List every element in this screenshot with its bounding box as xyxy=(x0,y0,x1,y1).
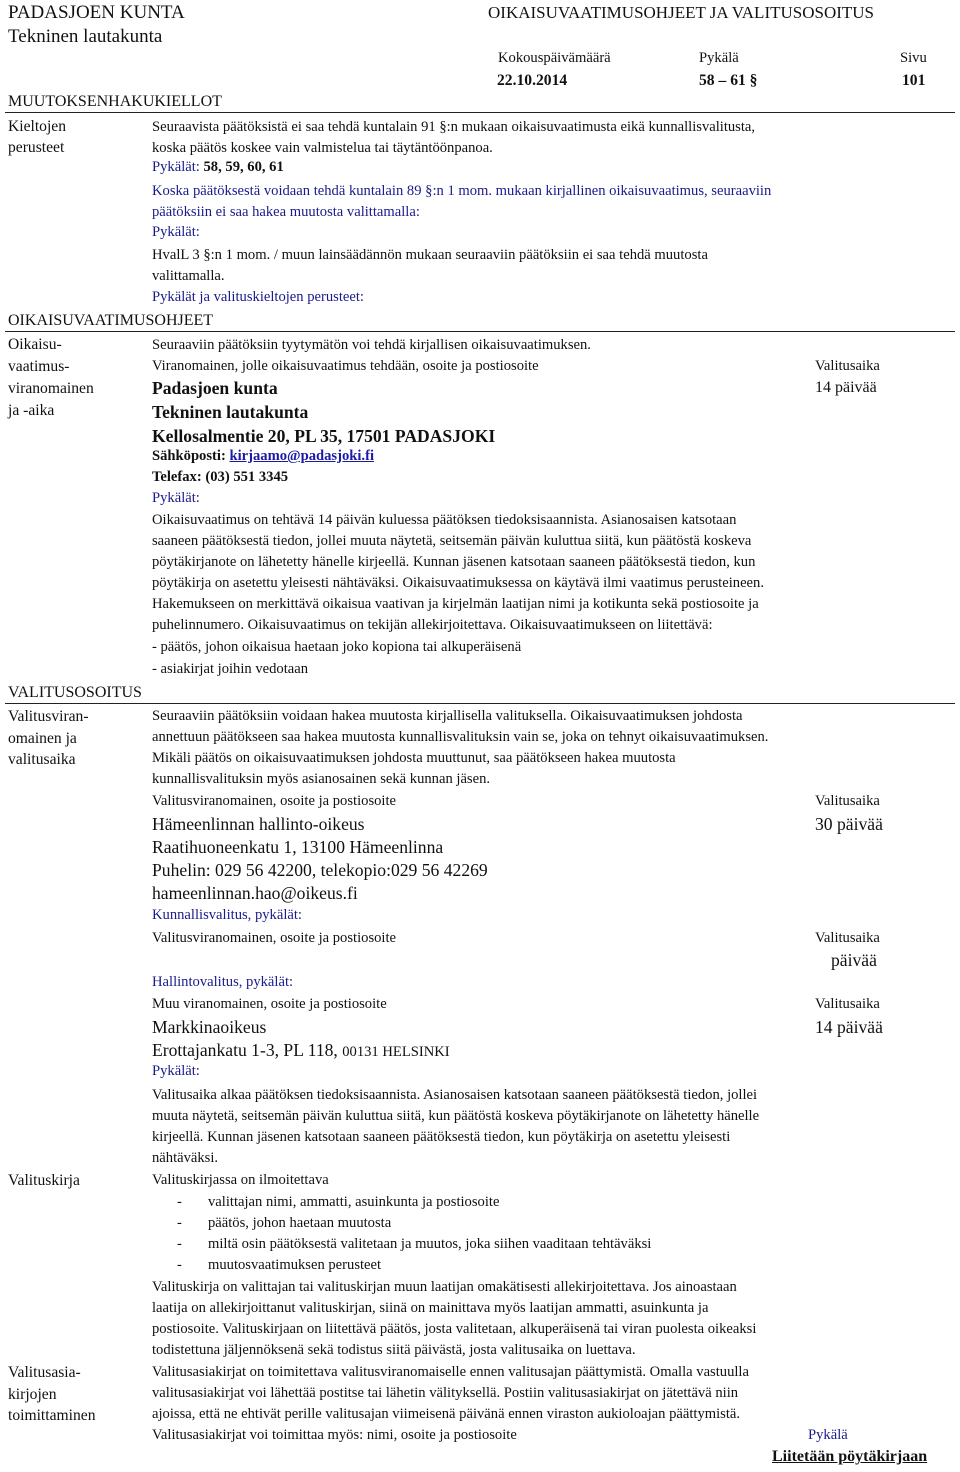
deadline-label: Valitusaika xyxy=(815,358,880,374)
deadline-value: 30 päivää xyxy=(815,814,883,834)
meeting-date: 22.10.2014 xyxy=(497,72,568,89)
pykalat-label: Pykälät: xyxy=(152,224,200,240)
divider xyxy=(5,331,955,332)
deadline-label: Valitusaika xyxy=(815,996,880,1012)
pykalat-value: 58, 59, 60, 61 xyxy=(203,159,284,175)
list-bullet: - xyxy=(177,1215,182,1231)
body-line: - asiakirjat joihin vedotaan xyxy=(152,661,309,677)
pykalat-label: Pykälät: xyxy=(152,159,200,175)
pykalat-label: Kunnallisvalitus, pykälät: xyxy=(152,907,302,923)
authority-label: Viranomainen, jolle oikaisuvaatimus tehdään, osoite ja postiosoite xyxy=(152,358,539,374)
body-line: - päätös, johon oikaisua haetaan joko kopiona tai alkuperäisenä xyxy=(152,639,522,655)
market-court-address xyxy=(152,1039,450,1063)
body-line: puhelinnumero. Oikaisuvaatimus on tekijän allekirjoitettava. Oikaisuvaatimukseen on liitettävä: xyxy=(152,617,713,633)
pykalat-label: Pykälät: xyxy=(152,490,200,506)
court-email: hameenlinnan.hao@oikeus.fi xyxy=(152,883,358,903)
market-court-street: Erottajankatu 1-3, PL 118, xyxy=(152,1040,343,1060)
deadline-label: Valitusaika xyxy=(815,930,880,946)
deadline-value: 14 päivää xyxy=(815,1017,883,1037)
email-line xyxy=(152,446,374,467)
intro-line: Seuraaviin päätöksiin voidaan hakea muutosta kirjallisella valituksella. Oikaisuvaatimuksen johdosta xyxy=(152,708,743,724)
body-line: kirjeellä. Kunnan jäsenen katsotaan saaneen päätöksestä tiedon, kun pöytäkirja on asetettu yleisesti xyxy=(152,1129,731,1145)
court-phone: Puhelin: 029 56 42200, telekopio:029 56 42269 xyxy=(152,860,488,880)
side-label: viranomainen xyxy=(8,380,94,397)
paragraph-line: Koska päätöksestä voidaan tehdä kuntalain 89 §:n 1 mom. mukaan kirjallinen oikaisuvaatimus, seuraaviin xyxy=(152,183,772,199)
fax-line: Telefax: (03) 551 3345 xyxy=(152,469,289,485)
intro-line: annettuun päätökseen saa hakea muutosta kunnallisvalituksin vain se, joka on tehnyt oikaisuvaatimuksen. xyxy=(152,729,769,745)
authority-name: Padasjoen kunta xyxy=(152,378,278,398)
paragraph-line: koska päätös koskee vain valmistelua tai täytäntöönpanoa. xyxy=(152,140,493,156)
market-court-name: Markkinaoikeus xyxy=(152,1017,267,1037)
pykalat-label: Pykälät: xyxy=(152,1063,200,1079)
court-address: Raatihuoneenkatu 1, 13100 Hämeenlinna xyxy=(152,837,444,857)
court-name: Hämeenlinnan hallinto-oikeus xyxy=(152,814,365,834)
paragraph-line: HvalL 3 §:n 1 mom. / muun lainsäädännön mukaan seuraaviin päätöksiin ei saa tehdä muutosta xyxy=(152,247,708,263)
body-line: Hakemukseen on merkittävä oikaisua vaativan ja kirjelmän laatijan nimi ja kotikunta sekä postiosoite ja xyxy=(152,596,759,612)
meeting-date-label: Kokouspäivämäärä xyxy=(498,50,611,66)
side-label: vaatimus- xyxy=(8,358,70,375)
body-line: Valituskirja on valittajan tai valituskirjan muun laatijan omakätisesti allekirjoitettava. Jos ainoastaan xyxy=(152,1279,737,1295)
body-line: postiosoite. Valituskirjaan on liitettävä päätös, josta valitetaan, alkuperäisenä tai viran puolesta oikeaksi xyxy=(152,1321,757,1337)
intro-line: Seuraaviin päätöksiin tyytymätön voi tehdä kirjallisen oikaisuvaatimuksen. xyxy=(152,337,591,353)
divider xyxy=(5,112,955,113)
side-label: Oikaisu- xyxy=(8,336,62,353)
list-item: valittajan nimi, ammatti, asuinkunta ja postiosoite xyxy=(208,1194,500,1210)
board-name: Tekninen lautakunta xyxy=(8,26,163,47)
intro-line: Mikäli päätös on oikaisuvaatimuksen johdosta muuttunut, saa päätökseen hakea muutosta xyxy=(152,750,676,766)
authority-address: Kellosalmentie 20, PL 35, 17501 PADASJOKI xyxy=(152,426,496,446)
side-label: valitusaika xyxy=(8,751,76,768)
side-label: Valitusviran- xyxy=(8,708,89,725)
list-bullet: - xyxy=(177,1194,182,1210)
email-link[interactable]: kirjaamo@padasjoki.fi xyxy=(229,448,374,464)
intro-line: kunnallisvalituksin myös asianosainen sekä kunnan jäsen. xyxy=(152,771,491,787)
email-label: Sähköposti: xyxy=(152,448,226,464)
list-bullet: - xyxy=(177,1236,182,1252)
page-number: 101 xyxy=(902,72,926,89)
body-line: saaneen päätöksestä tiedon, jollei muuta näytetä, seitsemän päivän kuluttua siitä, kun päätöstä koskeva xyxy=(152,533,752,549)
body-line: Oikaisuvaatimus on tehtävä 14 päivän kuluessa päätöksen tiedoksisaannista. Asianosaisen katsotaan xyxy=(152,512,737,528)
pykalat-label: Hallintovalitus, pykälät: xyxy=(152,974,294,990)
pykalat-line xyxy=(152,157,284,178)
section-heading-valitusosoitus: VALITUSOSOITUS xyxy=(8,684,142,701)
section-label: Pykälä xyxy=(699,50,739,66)
paragraph-line: valittamalla. xyxy=(152,268,225,284)
body-line: nähtäväksi. xyxy=(152,1150,219,1166)
list-item: muutosvaatimuksen perusteet xyxy=(208,1257,382,1273)
paragraph-line: päätöksiin ei saa hakea muutosta valittamalla: xyxy=(152,204,420,220)
body-line: pöytäkirja on asetettu yleisesti nähtäväksi. Oikaisuvaatimuksessa on käytävä ilmi vaatimus perusteineen. xyxy=(152,575,764,591)
authority-board: Tekninen lautakunta xyxy=(152,402,309,422)
body-line: ajoissa, että ne ehtivät perille valitusajan viimeisenä päivänä ennen viraston aukioloajan päättymistä. xyxy=(152,1406,741,1422)
divider xyxy=(5,703,955,704)
body-line: laatija on allekirjoittanut valituskirjan, siinä on mainittava myös laatijan ammatti, asuinkunta ja xyxy=(152,1300,709,1316)
document-title: OIKAISUVAATIMUSOHJEET JA VALITUSOSOITUS xyxy=(488,3,875,22)
body-line: valitusasiakirjat voi lähettää postitse tai lähetin välityksellä. Postiin valitusasiakirjat on jätettävä niin xyxy=(152,1385,739,1401)
list-item: miltä osin päätöksestä valitetaan ja muutos, joka siihen vaaditaan tehtäväksi xyxy=(208,1236,652,1252)
pykala-label: Pykälä xyxy=(808,1427,848,1443)
page-label: Sivu xyxy=(900,50,927,66)
deadline-value: 14 päivää xyxy=(815,379,877,396)
body-line: Valitusaika alkaa päätöksen tiedoksisaannista. Asianosaisen katsotaan saaneen päätöksestä tiedon, jollei xyxy=(152,1087,758,1103)
paragraph-line: Seuraavista päätöksistä ei saa tehdä kuntalain 91 §:n mukaan oikaisuvaatimusta eikä kunnallisvalitusta, xyxy=(152,119,756,135)
body-line: Valitusasiakirjat voi toimittaa myös: nimi, osoite ja postiosoite xyxy=(152,1427,517,1443)
deadline-value: päivää xyxy=(831,950,877,970)
body-line: todistettuna jäljennöksenä sekä todistus siitä päivästä, josta valitusaika on luettava. xyxy=(152,1342,636,1358)
list-item: päätös, johon haetaan muutosta xyxy=(208,1215,392,1231)
footer-note: Liitetään pöytäkirjaan xyxy=(772,1448,928,1465)
body-line: Valitusasiakirjat on toimitettava valitusviranomaiselle ennen valitusajan päättymistä. Omalla vastuulla xyxy=(152,1364,749,1380)
deadline-label: Valitusaika xyxy=(815,793,880,809)
side-label: Valituskirja xyxy=(8,1172,80,1189)
sections-range: 58 – 61 § xyxy=(699,72,758,89)
authority-label: Valitusviranomainen, osoite ja postiosoite xyxy=(152,793,397,809)
side-label: omainen ja xyxy=(8,730,77,747)
market-court-postal: 00131 HELSINKI xyxy=(342,1044,450,1060)
list-bullet: - xyxy=(177,1257,182,1273)
municipality-name: PADASJOEN KUNTA xyxy=(8,2,185,23)
side-label: Kieltojen xyxy=(8,118,67,135)
side-label: Valitusasia- xyxy=(8,1364,81,1381)
body-line: muuta näytetä, seitsemän päivän kuluttua siitä, kun päätöstä koskeva pöytäkirjanote on lähetetty hänelle xyxy=(152,1108,760,1124)
side-label: toimittaminen xyxy=(8,1407,96,1424)
side-label: kirjojen xyxy=(8,1386,57,1403)
intro-line: Valituskirjassa on ilmoitettava xyxy=(152,1172,329,1188)
side-label: perusteet xyxy=(8,139,65,156)
section-heading-oikaisuvaatimusohjeet: OIKAISUVAATIMUSOHJEET xyxy=(8,312,214,329)
body-line: pöytäkirjanote on lähetetty hänelle kirjeellä. Kunnan jäsenen katsotaan saaneen päätöksestä tiedon, kun xyxy=(152,554,756,570)
authority-label: Muu viranomainen, osoite ja postiosoite xyxy=(152,996,387,1012)
authority-label: Valitusviranomainen, osoite ja postiosoite xyxy=(152,930,397,946)
section-heading-muutoksenhakukiellot: MUUTOKSENHAKUKIELLOT xyxy=(8,93,222,110)
pykalat-label: Pykälät ja valituskieltojen perusteet: xyxy=(152,289,364,305)
side-label: ja -aika xyxy=(8,402,55,419)
